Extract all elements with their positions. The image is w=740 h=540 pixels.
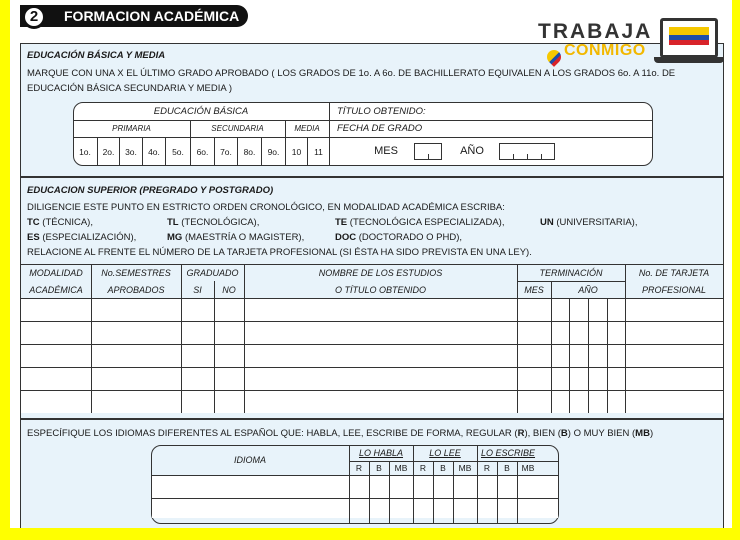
grade-box[interactable]: 7o. — [214, 137, 237, 166]
grade-box[interactable]: 8o. — [237, 137, 261, 166]
superior-cell[interactable] — [21, 344, 91, 367]
superior-cell[interactable] — [569, 344, 588, 367]
superior-cell[interactable] — [588, 321, 607, 344]
superior-cell[interactable] — [588, 344, 607, 367]
superior-cell[interactable] — [625, 298, 723, 321]
superior-cell[interactable] — [214, 321, 244, 344]
level-header: R — [419, 463, 427, 473]
logo-text-conmigo: CONMIGO — [564, 42, 646, 59]
laptop-base-icon — [654, 57, 724, 63]
idioma-group-header: LO HABLA — [358, 448, 404, 458]
level-header: MB — [458, 463, 472, 473]
idioma-group-header: LO LEE — [429, 448, 461, 458]
basica-instructions: MARQUE CON UNA X EL ÚLTIMO GRADO APROBADO ( LOS GRADOS DE 1o. A 6o. DE BACHILLERATO EQUIVALEN A LOS GRADOS 6o. A 11o. DE — [27, 68, 676, 79]
code-te: TE (TECNOLÓGICA ESPECIALIZADA), — [335, 217, 505, 228]
superior-cell[interactable] — [91, 390, 181, 413]
idioma-input[interactable] — [151, 475, 349, 498]
basica-title: EDUCACIÓN BÁSICA Y MEDIA — [27, 50, 166, 61]
superior-cell[interactable] — [244, 298, 517, 321]
superior-cell[interactable] — [551, 390, 569, 413]
grade-box[interactable]: 10 — [285, 137, 307, 166]
section-number: 2 — [22, 5, 46, 29]
code-un: UN (UNIVERSITARIA), — [540, 217, 638, 228]
laptop-flag-icon — [660, 18, 718, 58]
idioma-group-header: LO ESCRIBE — [480, 448, 536, 458]
level-header: B — [376, 463, 382, 473]
code-doc: DOC (DOCTORADO O PHD), — [335, 232, 463, 243]
grade-box[interactable]: 3o. — [119, 137, 142, 166]
grade-box[interactable]: 11 — [307, 137, 329, 166]
idioma-input[interactable] — [151, 498, 349, 521]
superior-cell[interactable] — [214, 367, 244, 390]
superior-cell[interactable] — [21, 298, 91, 321]
superior-cell[interactable] — [244, 344, 517, 367]
superior-cell[interactable] — [588, 390, 607, 413]
superior-cell[interactable] — [517, 344, 551, 367]
superior-cell[interactable] — [517, 321, 551, 344]
superior-cell[interactable] — [588, 367, 607, 390]
titulo-obtenido-label: TÍTULO OBTENIDO: — [337, 105, 426, 117]
grade-box[interactable]: 2o. — [97, 137, 119, 166]
superior-cell[interactable] — [569, 367, 588, 390]
code-tc: TC (TÉCNICA), — [27, 217, 93, 228]
superior-cell[interactable] — [181, 390, 214, 413]
superior-cell[interactable] — [21, 390, 91, 413]
grade-box[interactable]: 4o. — [142, 137, 165, 166]
basica-table-title: EDUCACIÓN BÁSICA — [153, 105, 249, 117]
superior-cell[interactable] — [91, 344, 181, 367]
superior-cell[interactable] — [91, 321, 181, 344]
superior-cell[interactable] — [551, 298, 569, 321]
code-es: ES (ESPECIALIZACIÓN), — [27, 232, 137, 243]
superior-cell[interactable] — [21, 321, 91, 344]
superior-cell[interactable] — [569, 298, 588, 321]
anio-label: AÑO — [460, 144, 484, 157]
grade-box[interactable]: 9o. — [261, 137, 285, 166]
logo-text-trabaja: TRABAJA — [538, 20, 653, 43]
header-anio: AÑO — [578, 284, 598, 295]
superior-cell[interactable] — [517, 367, 551, 390]
header-semestres: No.SEMESTRES — [101, 267, 171, 278]
relacione-text: RELACIONE AL FRENTE EL NÚMERO DE LA TARJETA PROFESIONAL (SI ÉSTA HA SIDO PREVISTA EN UNA LEY). — [27, 247, 532, 258]
superior-cell[interactable] — [625, 367, 723, 390]
header-no: NO — [222, 284, 236, 295]
superior-cell[interactable] — [551, 367, 569, 390]
academic-form — [20, 43, 724, 528]
idiomas-instructions: ESPECÍFIQUE LOS IDIOMAS DIFERENTES AL ESPAÑOL QUE: HABLA, LEE, ESCRIBE DE FORMA, REGULAR (R), BIEN (B) O MUY BIEN (MB) — [27, 428, 654, 439]
grade-box[interactable]: 6o. — [190, 137, 214, 166]
header-academica: ACADÉMICA — [29, 284, 83, 295]
group-secundaria: SECUNDARIA — [211, 124, 264, 133]
section-title: FORMACION ACADÉMICA — [64, 8, 240, 24]
basica-instructions-2: EDUCACIÓN BÁSICA SECUNDARIA Y MEDIA ) — [27, 83, 233, 94]
header-graduado: GRADUADO — [186, 267, 239, 278]
fecha-grado-label: FECHA DE GRADO — [337, 123, 423, 134]
level-header: B — [440, 463, 446, 473]
header-nombre: NOMBRE DE LOS ESTUDIOS — [318, 267, 443, 278]
superior-cell[interactable] — [91, 367, 181, 390]
superior-instructions: DILIGENCIE ESTE PUNTO EN ESTRICTO ORDEN CRONOLÓGICO, EN MODALIDAD ACADÉMICA ESCRIBA: — [27, 202, 505, 213]
superior-cell[interactable] — [517, 390, 551, 413]
code-mg: MG (MAESTRÍA O MAGISTER), — [167, 232, 305, 243]
header-si: SI — [193, 284, 202, 295]
superior-cell[interactable] — [625, 344, 723, 367]
superior-cell[interactable] — [181, 321, 214, 344]
superior-cell[interactable] — [214, 390, 244, 413]
header-modalidad: MODALIDAD — [29, 267, 83, 278]
section-title-badge — [20, 5, 248, 27]
superior-cell[interactable] — [551, 344, 569, 367]
grade-box[interactable]: 5o. — [165, 137, 190, 166]
superior-cell[interactable] — [244, 321, 517, 344]
superior-cell[interactable] — [181, 367, 214, 390]
level-header: R — [483, 463, 491, 473]
superior-cell[interactable] — [181, 298, 214, 321]
superior-cell[interactable] — [569, 321, 588, 344]
grade-box[interactable]: 1o. — [79, 146, 91, 157]
superior-cell[interactable] — [607, 367, 625, 390]
level-header: MB — [394, 463, 408, 473]
superior-cell[interactable] — [625, 321, 723, 344]
code-tl: TL (TECNOLÓGICA), — [167, 217, 260, 228]
level-header: B — [504, 463, 510, 473]
superior-cell[interactable] — [214, 298, 244, 321]
group-media: MEDIA — [294, 124, 320, 133]
level-header: MB — [521, 463, 535, 473]
header-obtenido: O TÍTULO OBTENIDO — [334, 284, 426, 295]
superior-cell[interactable] — [607, 321, 625, 344]
superior-cell[interactable] — [244, 367, 517, 390]
superior-cell[interactable] — [607, 390, 625, 413]
superior-cell[interactable] — [588, 298, 607, 321]
header-tarjeta: No. DE TARJETA — [638, 267, 710, 278]
superior-cell[interactable] — [214, 344, 244, 367]
superior-cell[interactable] — [181, 344, 214, 367]
superior-title: EDUCACION SUPERIOR (PREGRADO Y POSTGRADO) — [27, 185, 274, 196]
header-mes: MES — [524, 284, 544, 295]
header-terminacion: TERMINACIÓN — [539, 267, 603, 278]
page — [10, 0, 732, 528]
superior-cell[interactable] — [551, 321, 569, 344]
superior-cell[interactable] — [517, 298, 551, 321]
header-aprobados: APROBADOS — [107, 284, 165, 295]
superior-cell[interactable] — [607, 344, 625, 367]
mes-label: MES — [374, 144, 398, 157]
idioma-header: IDIOMA — [233, 455, 266, 465]
superior-cell[interactable] — [91, 298, 181, 321]
superior-cell[interactable] — [244, 390, 517, 413]
header-profesional: PROFESIONAL — [641, 284, 706, 295]
superior-cell[interactable] — [607, 298, 625, 321]
level-header: R — [355, 463, 363, 473]
superior-cell[interactable] — [21, 367, 91, 390]
group-primaria: PRIMARIA — [112, 124, 151, 133]
superior-cell[interactable] — [625, 390, 723, 413]
superior-cell[interactable] — [569, 390, 588, 413]
